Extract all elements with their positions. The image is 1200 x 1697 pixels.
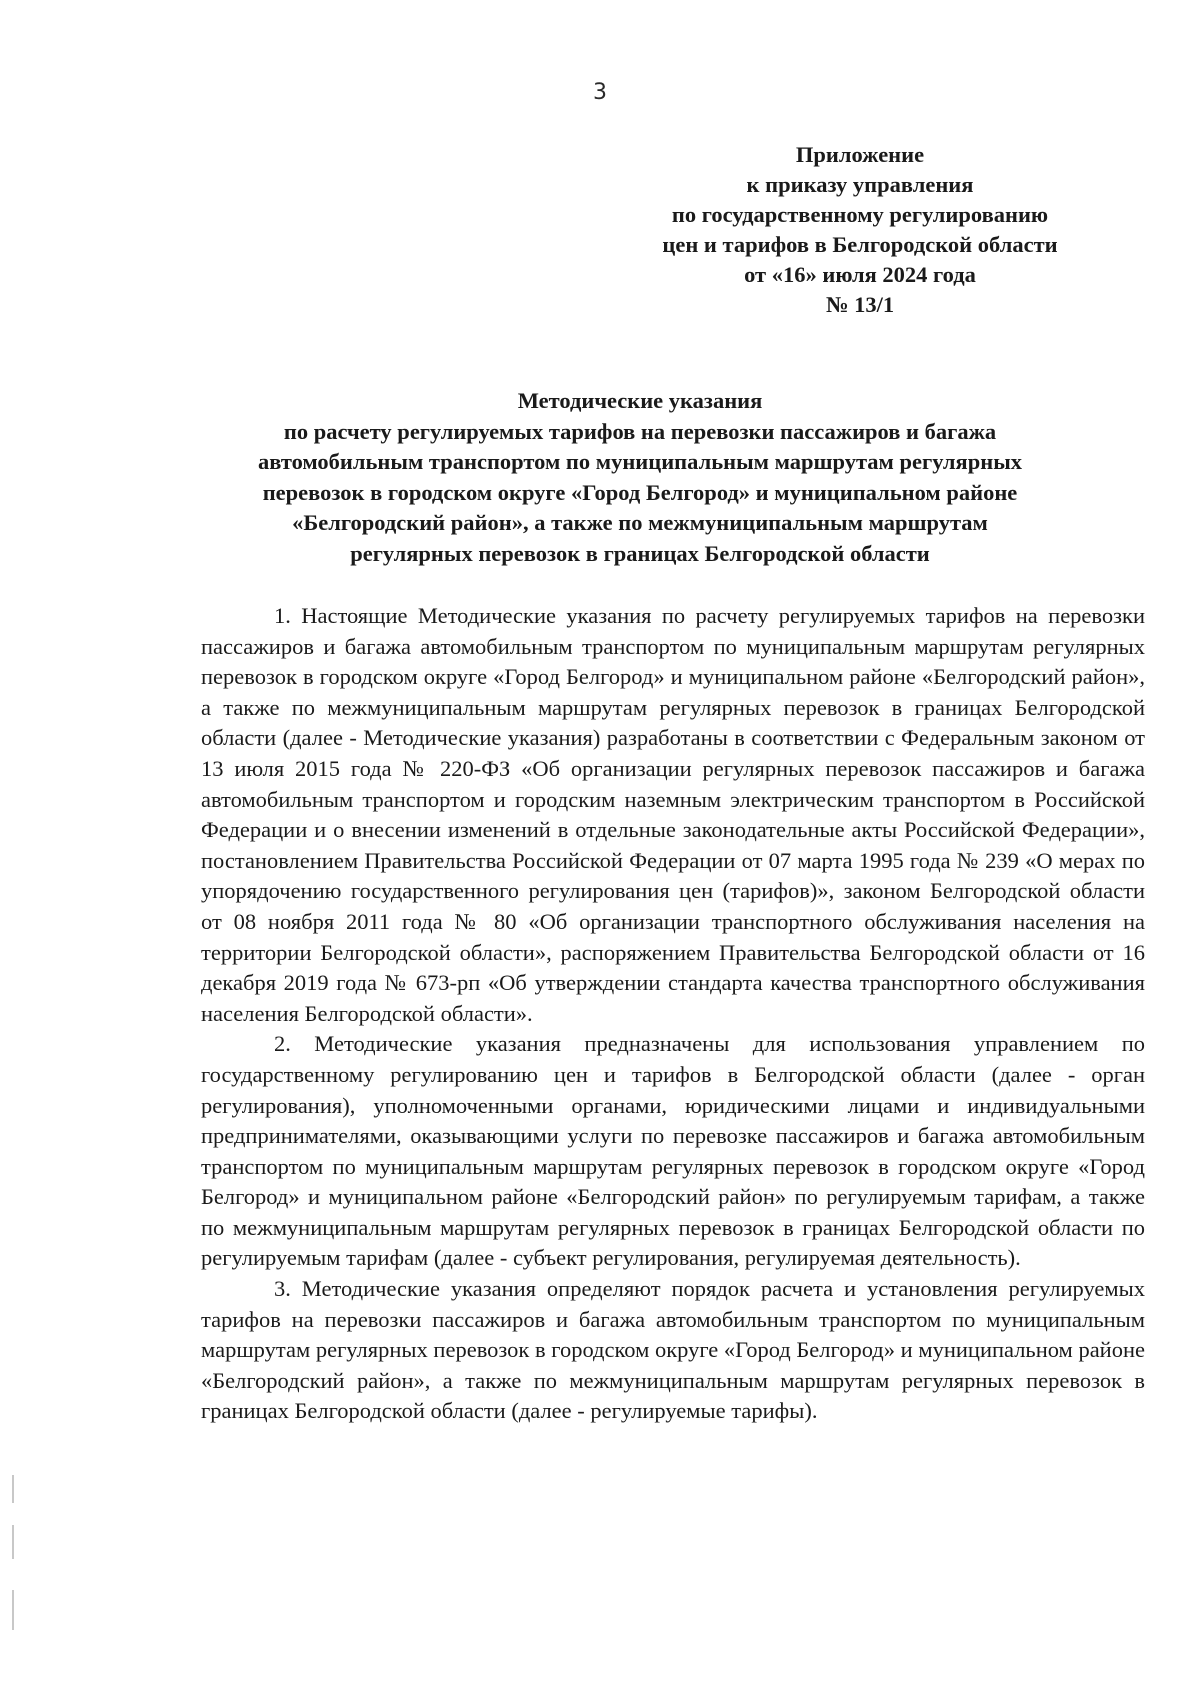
page-number: 3 — [593, 80, 607, 105]
paragraph-3: 3. Методические указания определяют порядок расчета и установления регулируемых тарифов на перевозки пассажиров и багажа автомобильным транспортом по муниципальным маршрутам регулярных перевозок в городском округе «Город Белгород» и муниципальном районе «Белгородский район», а также по межмуниципальным маршрутам регулярных перевозок в границах Белгородской области (далее - регулируемые тарифы). — [201, 1276, 1145, 1424]
title-line: автомобильным транспортом по муниципальным маршрутам регулярных — [257, 449, 1023, 474]
paragraph-2: 2. Методические указания предназначены для использования управлением по государственному регулированию цен и тарифов в Белгородской области (далее - орган регулирования), уполномоченными органами, юридическими лицами и индивидуальными предпринимателями, оказывающими услуги по перевозке пассажиров и багажа автомобильным транспортом по муниципальным маршрутам регулярных перевозок в городском округе «Город Белгород» и муниципальном районе «Белгородский район» по регулируемым тарифам, а также по межмуниципальным маршрутам регулярных перевозок в границах Белгородской области по регулируемым тарифам (далее - субъект регулирования, регулируемая деятельность). — [201, 1031, 1145, 1271]
appendix-line: Приложение — [795, 142, 925, 167]
title-line: регулярных перевозок в границах Белгородской области — [350, 540, 930, 566]
title-line: «Белгородский район», а также по межмуниципальным маршрутам — [292, 510, 988, 535]
scan-margin-mark — [12, 1475, 14, 1503]
appendix-line: цен и тарифов в Белгородской области — [662, 232, 1058, 257]
appendix-line: № 13/1 — [825, 292, 895, 317]
document-title — [160, 386, 1120, 569]
title-line: Методические указания — [517, 388, 763, 413]
appendix-line: от «16» июля 2024 года — [744, 262, 976, 287]
scan-margin-mark — [12, 1525, 14, 1559]
scan-margin-mark — [12, 1590, 14, 1630]
title-line: перевозок в городском округе «Город Белгород» и муниципальном районе — [262, 479, 1018, 505]
document-body — [201, 601, 1145, 1427]
appendix-line: к приказу управления — [746, 172, 974, 197]
title-line: по расчету регулируемых тарифов на перевозки пассажиров и багажа — [283, 418, 997, 444]
appendix-line: по государственному регулированию — [671, 202, 1049, 227]
appendix-header — [600, 140, 1120, 320]
paragraph-1: 1. Настоящие Методические указания по расчету регулируемых тарифов на перевозки пассажиров и багажа автомобильным транспортом по муниципальным маршрутам регулярных перевозок в городском округе «Город Белгород» и муниципальном районе «Белгородский район», а также по межмуниципальным маршрутам регулярных перевозок в границах Белгородской области (далее - Методические указания) разработаны в соответствии с Федеральным законом от 13 июля 2015 года № 220-ФЗ «Об организации регулярных перевозок пассажиров и багажа автомобильным транспортом и городским наземным электрическим транспортом в Российской Федерации и о внесении изменений в отдельные законодательные акты Российской Федерации», постановлением Правительства Российской Федерации от 07 марта 1995 года № 239 «О мерах по упорядочению государственного регулирования цен (тарифов)», законом Белгородской области от 08 ноября 2011 года № 80 «Об организации транспортного обслуживания населения на территории Белгородской области», распоряжением Правительства Белгородской области от 16 декабря 2019 года № 673-рп «Об утверждении стандарта качества транспортного обслуживания населения Белгородской области». — [201, 603, 1145, 1026]
